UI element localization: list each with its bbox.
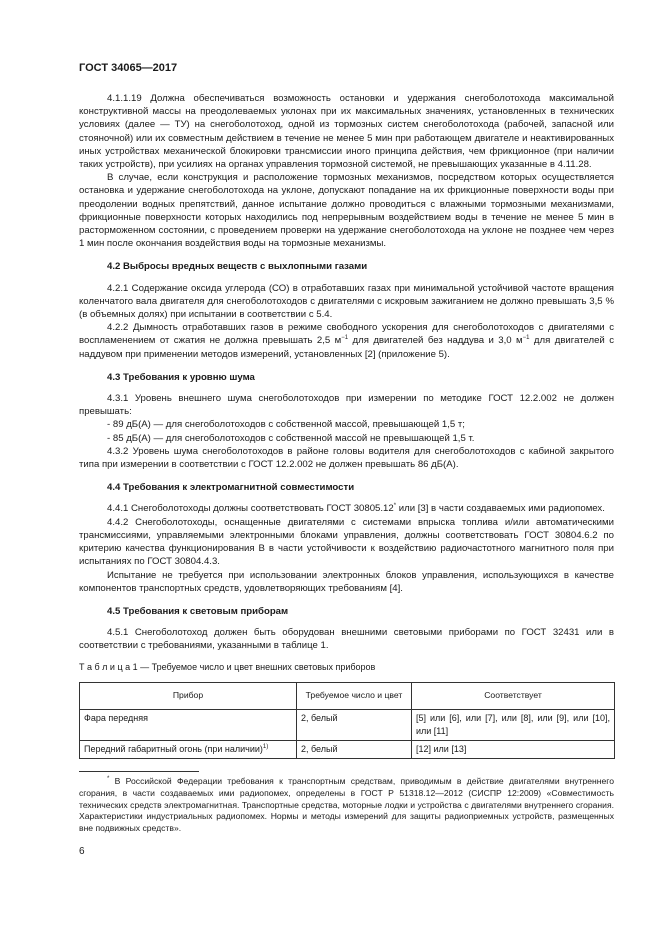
table-header-row [80,682,615,709]
paragraph-4-4-2: 4.4.2 Снегоболотоходы, оснащенные двигателями с системами впрыска топлива и/или автоматическими трансмиссиями, управляемыми электронными блоками управления, должны соответствовать ГОСТ 30804.6.2 по критерию качества функционирования В в части устойчивости к воздействию радиочастотного магнитного поля при испытаниях по ГОСТ 30804.4.3. [79,516,614,568]
section-heading-4-2: 4.2 Выбросы вредных веществ с выхлопными газами [107,261,368,273]
paragraph-4-4-3: Испытание не требуется при использовании электронных блоков управления, использующихся в качестве компонентов транспортных средств, удовлетворяющих требованиям [4]. [79,569,614,594]
table-caption: Т а б л и ц а 1 — Требуемое число и цвет внешних световых приборов [79,661,376,672]
lighting-table [79,682,615,760]
paragraph-4-1-1-19: 4.1.1.19 Должна обеспечиваться возможность остановки и удержания снегоболотохода максимальной конструктивной массы на преодолеваемых уклонах при их максимальных значениях, установленных в технических условиях (далее — ТУ) на снегоболотоход, одной из тормозных систем снегоболотохода (рабочей, запасной или стояночной) или их совместным действием в течение не менее 5 мин при работающем двигателе и неактивированных иных устройствах механической блокировки трансмиссии иного принципа действия, чем фрикционное (при наличии таких устройств), при усилиях на органах управления тормозной системой, не превышающих указанные в 4.11.28. [79,93,614,171]
table-row [80,709,615,740]
table-cell: [12] или [13] [412,741,615,759]
paragraph-4-2-1: 4.2.1 Содержание оксида углерода (СО) в отработавших газах при минимальной устойчивой частоте вращения коленчатого вала двигателя для снегоболотоходов с двигателями с искровым зажиганием не должно превышать 3,5 % (в объемных долях) при испытании в соответствии с 5.4. [79,282,614,321]
table-header: Требуемое число и цвет [297,682,412,709]
footnote: * В Российской Федерации требования к транспортным средствам, приводимым в действие двигателями внутреннего сгорания, в части создаваемых ими радиопомех, определены в ГОСТ Р 51318.12—2012 (СИСПР 12:2009) «Совместимость технических средств электромагнитная. Транспортные средства, моторные лодки и устройства с двигателями внутреннего сгорания. Характеристики индустриальных радиопомех. Нормы и методы измерений для защиты радиоприемных устройств, размещенных вне подвижных средств». [79,776,615,833]
table-cell: 2, белый [297,709,412,740]
section-heading-4-4: 4.4 Требования к электромагнитной совместимости [107,482,355,494]
table-cell: Фара передняя [80,709,297,740]
paragraph-braking-water: В случае, если конструкция и расположение тормозных механизмов, посредством которых осуществляется остановка и удержание снегоболотохода на уклоне, допускают попадание на их фрикционные поверхности воды при преодолении водных препятствий, данное испытание должно проводиться с влажными тормозными механизмами, фрикционные поверхности которых находились под непрерывным воздействием воды в течение не менее 5 мин в расторможенном состоянии, с проведением проверки на удержание снегоболотохода на уклоне не позднее чем через 1 мин после окончания воздействия воды на тормозные механизмы. [79,172,614,250]
paragraph-4-2-2: 4.2.2 Дымность отработавших газов в режиме свободного ускорения для снегоболотоходов с двигателями с воспламенением от сжатия не должна превышать 2,5 $м^{-1}$ для двигателей без наддува и 3,0 $м^{-1}$ для двигателей с наддувом при применении методов измерений, установленных [2] (приложение 5). [79,322,615,360]
section-heading-4-3: 4.3 Требования к уровню шума [107,371,255,383]
table-cell: Передний габаритный огонь (при наличии)$^{1)}$ [80,741,297,759]
paragraph-4-3-1: 4.3.1 Уровень внешнего шума снегоболотоходов при измерении по методике ГОСТ 12.2.002 не должен превышать: [79,393,614,418]
paragraph-4-4-1: 4.4.1 Снегоболотоходы должны соответствовать ГОСТ 30805.12* или [3] в части создаваемых ими радиопомех. [107,503,605,515]
page-content [79,92,614,834]
table-header: Соответствует [412,682,615,709]
list-item: - 89 дБ(А) — для снегоболотоходов с собственной массой, превышающей 1,5 т; [107,419,465,431]
section-heading-4-5: 4.5 Требования к световым приборам [107,605,289,617]
list-item: - 85 дБ(А) — для снегоболотоходов с собственной массой не превышающей 1,5 т. [107,432,475,444]
table-cell: [5] или [6], или [7], или [8], или [9], или [10], или [11] [412,709,615,740]
table-header: Прибор [80,682,297,709]
document-header: ГОСТ 34065—2017 [79,62,178,74]
table-row [80,741,615,759]
paragraph-4-5-1: 4.5.1 Снегоболотоход должен быть оборудован внешними световыми приборами по ГОСТ 32431 или в соответствии с требованиями, указанными в таблице 1. [79,627,614,652]
footnote-divider [79,771,199,772]
table-cell: 2, белый [297,741,412,759]
page-number: 6 [79,846,85,857]
paragraph-4-3-2: 4.3.2 Уровень шума снегоболотоходов в районе головы водителя для снегоболотоходов с кабиной закрытого типа при измерении в соответствии с ГОСТ 12.2.002 не должен превышать 86 дБ(А). [79,445,614,471]
